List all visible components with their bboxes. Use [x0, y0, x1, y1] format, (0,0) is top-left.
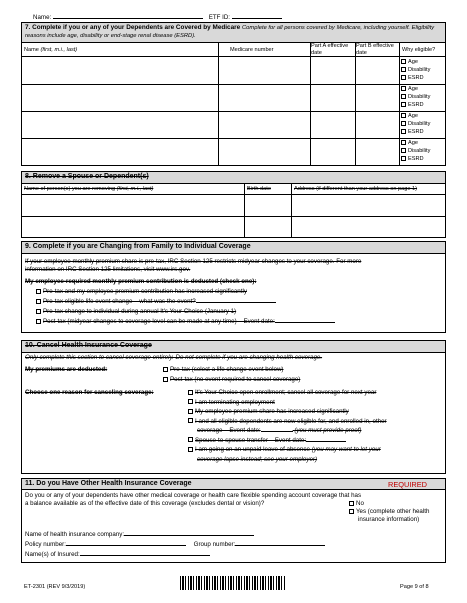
no-checkbox[interactable]	[349, 501, 354, 506]
col-why: Why eligible?	[402, 47, 436, 53]
page-number: Page 9 of 8	[400, 584, 429, 590]
post-tax-checkbox[interactable]	[163, 377, 168, 382]
option-checkbox[interactable]	[36, 319, 41, 324]
col-birth-date: Birth date	[247, 186, 271, 192]
col-medicare: Medicare number	[230, 47, 274, 53]
barcode	[180, 576, 285, 590]
form-id: ET-2301 (REV 9/3/2019)	[24, 584, 86, 590]
reason-checkbox[interactable]	[188, 418, 193, 423]
disability-checkbox[interactable]	[401, 148, 406, 153]
other-coverage-answers: No Yes (complete other health insurance information)	[349, 500, 429, 524]
cancel-reasons: It's Your Choice open enrollment; cancel all coverage for next year I am terminating employment My employee premium share has increased significantly I and all eligible dependents are now eligible for, and enrolled in, other coverage – Event date: (you must provide proof) Spouse-to-spouse transfer – Event date: I am going on an unpaid leave of absence (you may want to let your coverage lapse instead; see your employer)	[188, 388, 387, 464]
section-7-header	[22, 23, 445, 43]
required-label: REQUIRED	[387, 480, 427, 489]
reason-checkbox[interactable]	[188, 447, 193, 452]
why-eligible-row-2: Age Disability ESRD	[401, 85, 430, 109]
disability-checkbox[interactable]	[401, 121, 406, 126]
section-10-title: 10. Cancel Health Insurance Coverage	[25, 342, 152, 349]
insured-field[interactable]	[80, 555, 210, 556]
section-8-title: 8. Remove a Spouse or Dependent(s)	[25, 173, 149, 180]
section-9-title: 9. Complete if you are Changing from Family to Individual Coverage	[25, 243, 251, 250]
section-7-subtitle: Medicare, including yourself. Eligibility reasons include age, disability or end-stage renal disease (ESRD).	[25, 25, 435, 39]
esrd-checkbox[interactable]	[401, 75, 406, 80]
section-7	[21, 22, 446, 166]
section-9-header	[22, 242, 445, 254]
section-11-title: 11. Do you Have Other Health Insurance Coverage	[25, 480, 192, 487]
section-9	[21, 241, 446, 333]
col-part-b: Part B effective date	[356, 43, 394, 56]
deduct-label: My employee-required monthly premium contribution is deducted (check one):	[25, 278, 257, 285]
section-8-header	[22, 172, 445, 184]
section-11-header	[22, 479, 445, 490]
group-field[interactable]	[235, 545, 325, 546]
col-address: Address (if different than your address on page 1)	[294, 186, 418, 192]
col-remove-name: Name of person(s) you are removing (first, m.i., last)	[24, 186, 154, 192]
why-eligible-row-1: Age Disability ESRD	[401, 58, 430, 82]
option-checkbox[interactable]	[36, 289, 41, 294]
policy-row: Policy number: Group number:	[25, 541, 325, 548]
section-9-options: Pre-tax and my employee premium contribution has increased significantly Pre-tax eligible life event change – what was the event? Pre-tax change to individual during annual It's Your Choice (January 1) Post-tax (midyear changes to coverage level can be made at any time) – Event date:	[36, 287, 335, 327]
age-checkbox[interactable]	[401, 113, 406, 118]
esrd-checkbox[interactable]	[401, 156, 406, 161]
option-checkbox[interactable]	[36, 299, 41, 304]
yes-checkbox[interactable]	[349, 509, 354, 514]
etf-id-field[interactable]	[232, 18, 282, 19]
section-7-title-note: Complete for all persons covered by	[242, 25, 335, 31]
reason-checkbox[interactable]	[188, 437, 193, 442]
reason-checkbox[interactable]	[188, 409, 193, 414]
insured-row: Name(s) of Insured:	[25, 551, 210, 558]
etf-id-label: ETF ID:	[208, 14, 231, 21]
age-checkbox[interactable]	[401, 140, 406, 145]
reason-label: Choose one reason for canceling coverage:	[25, 389, 154, 396]
why-eligible-row-3: Age Disability ESRD	[401, 112, 430, 136]
col-name: Name (first, m.i., last)	[24, 47, 78, 53]
company-field[interactable]	[124, 535, 254, 536]
esrd-checkbox[interactable]	[401, 102, 406, 107]
why-eligible-row-4: Age Disability ESRD	[401, 139, 430, 163]
name-label: Name:	[33, 14, 52, 21]
col-part-a: Part A effective date	[311, 43, 349, 56]
section-10	[21, 340, 446, 474]
name-field[interactable]	[53, 18, 203, 19]
section-7-title: 7. Complete if you or any of your Dependents are Covered by Medicare	[25, 24, 241, 31]
company-row: Name of health insurance company:	[25, 531, 254, 538]
pre-tax-checkbox[interactable]	[163, 367, 168, 372]
reason-checkbox[interactable]	[188, 390, 193, 395]
disability-checkbox[interactable]	[401, 67, 406, 72]
policy-field[interactable]	[66, 545, 186, 546]
deducted-options: Pre-tax (select a life change event below) Post-tax (no event required to cancel coverage)	[163, 365, 300, 385]
deducted-label: My premiums are deducted:	[25, 366, 108, 373]
name-row	[33, 14, 282, 21]
section-10-header	[22, 341, 445, 353]
esrd-checkbox[interactable]	[401, 129, 406, 134]
option-checkbox[interactable]	[36, 309, 41, 314]
section-8	[21, 171, 446, 238]
section-10-note: Only complete this section to cancel coverage entirely. Do not complete if you are changing health coverage.	[25, 354, 323, 361]
section-9-info: If your employee monthly premium share is pre-tax, IRC Section 125 restricts midyear changes to your coverage. For more information on IRC Section 125 limitations, visit www.irs.gov.	[25, 258, 362, 273]
reason-checkbox[interactable]	[188, 399, 193, 404]
age-checkbox[interactable]	[401, 59, 406, 64]
disability-checkbox[interactable]	[401, 94, 406, 99]
section-11	[21, 478, 446, 563]
other-coverage-question: Do you or any of your dependents have other medical coverage or health care flexible spending account coverage that has a balance available as of the effective date of this coverage (excludes dental or vision)?	[25, 492, 362, 507]
age-checkbox[interactable]	[401, 86, 406, 91]
